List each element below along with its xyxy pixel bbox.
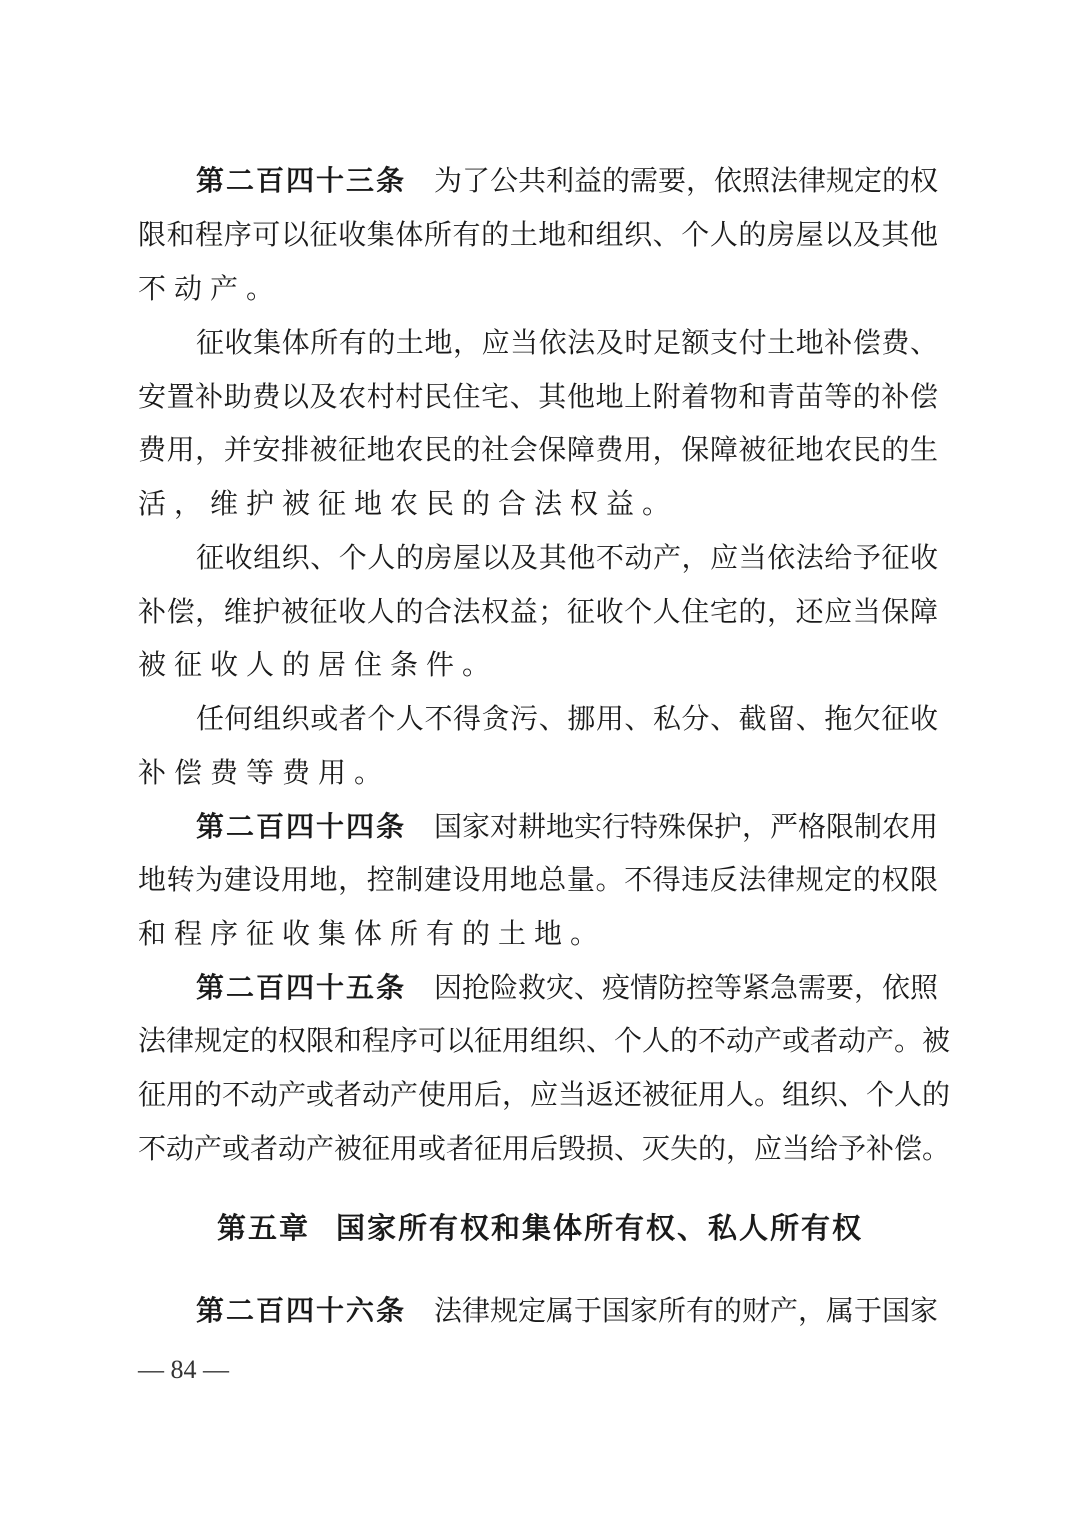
- text-line: 法律规定的权限和程序可以征用组织、个人的不动产或者动产。被: [138, 1024, 951, 1057]
- text-line: 地转为建设用地，控制建设用地总量。不得违反法律规定的权限: [138, 863, 938, 896]
- article-244-first-line: [196, 798, 938, 856]
- article-243-first-line: [196, 152, 938, 210]
- text-line: 补偿费等费用。: [138, 756, 391, 789]
- text-line: 征用的不动产或者动产使用后，应当返还被征用人。组织、个人的: [138, 1078, 951, 1111]
- text-line: 补偿，维护被征收人的合法权益；征收个人住宅的，还应当保障: [138, 595, 938, 628]
- text-line: 不动产或者动产被征用或者征用后毁损、灭失的，应当给予补偿。: [138, 1132, 951, 1165]
- page-number: — 84 —: [138, 1355, 229, 1384]
- article-243-title: 第二百四十三条: [196, 164, 407, 197]
- chapter-number: 第五章: [216, 1211, 310, 1245]
- text-line: 法律规定属于国家所有的财产，属于国家: [434, 1294, 939, 1327]
- text-line: 限和程序可以征收集体所有的土地和组织、个人的房屋以及其他: [138, 218, 938, 251]
- text-line: 为了公共利益的需要，依照法律规定的权: [434, 164, 939, 197]
- text-line: 被征收人的居住条件。: [138, 648, 499, 681]
- text-line: 活，维护被征地农民的合法权益。: [138, 487, 679, 520]
- article-245-first-line: [196, 959, 938, 1017]
- text-line: 征收组织、个人的房屋以及其他不动产，应当依法给予征收: [196, 541, 938, 574]
- text-line: 任何组织或者个人不得贪污、挪用、私分、截留、拖欠征收: [196, 702, 938, 735]
- text-line: 征收集体所有的土地，应当依法及时足额支付土地补偿费、: [196, 326, 938, 359]
- article-246-first-line: [196, 1282, 938, 1340]
- text-line: 不动产。: [138, 272, 283, 305]
- chapter-title: 国家所有权和集体所有权、私人所有权: [336, 1211, 864, 1245]
- chapter-heading: [0, 1198, 1080, 1258]
- article-245-title: 第二百四十五条: [196, 971, 407, 1004]
- article-246-title: 第二百四十六条: [196, 1294, 407, 1327]
- text-line: 国家对耕地实行特殊保护，严格限制农用: [434, 810, 939, 843]
- text-line: 因抢险救灾、疫情防控等紧急需要，依照: [434, 971, 939, 1004]
- text-line: 和程序征收集体所有的土地。: [138, 917, 607, 950]
- text-line: 费用，并安排被征地农民的社会保障费用，保障被征地农民的生: [138, 433, 938, 466]
- article-244-title: 第二百四十四条: [196, 810, 407, 843]
- text-line: 安置补助费以及农村村民住宅、其他地上附着物和青苗等的补偿: [138, 380, 938, 413]
